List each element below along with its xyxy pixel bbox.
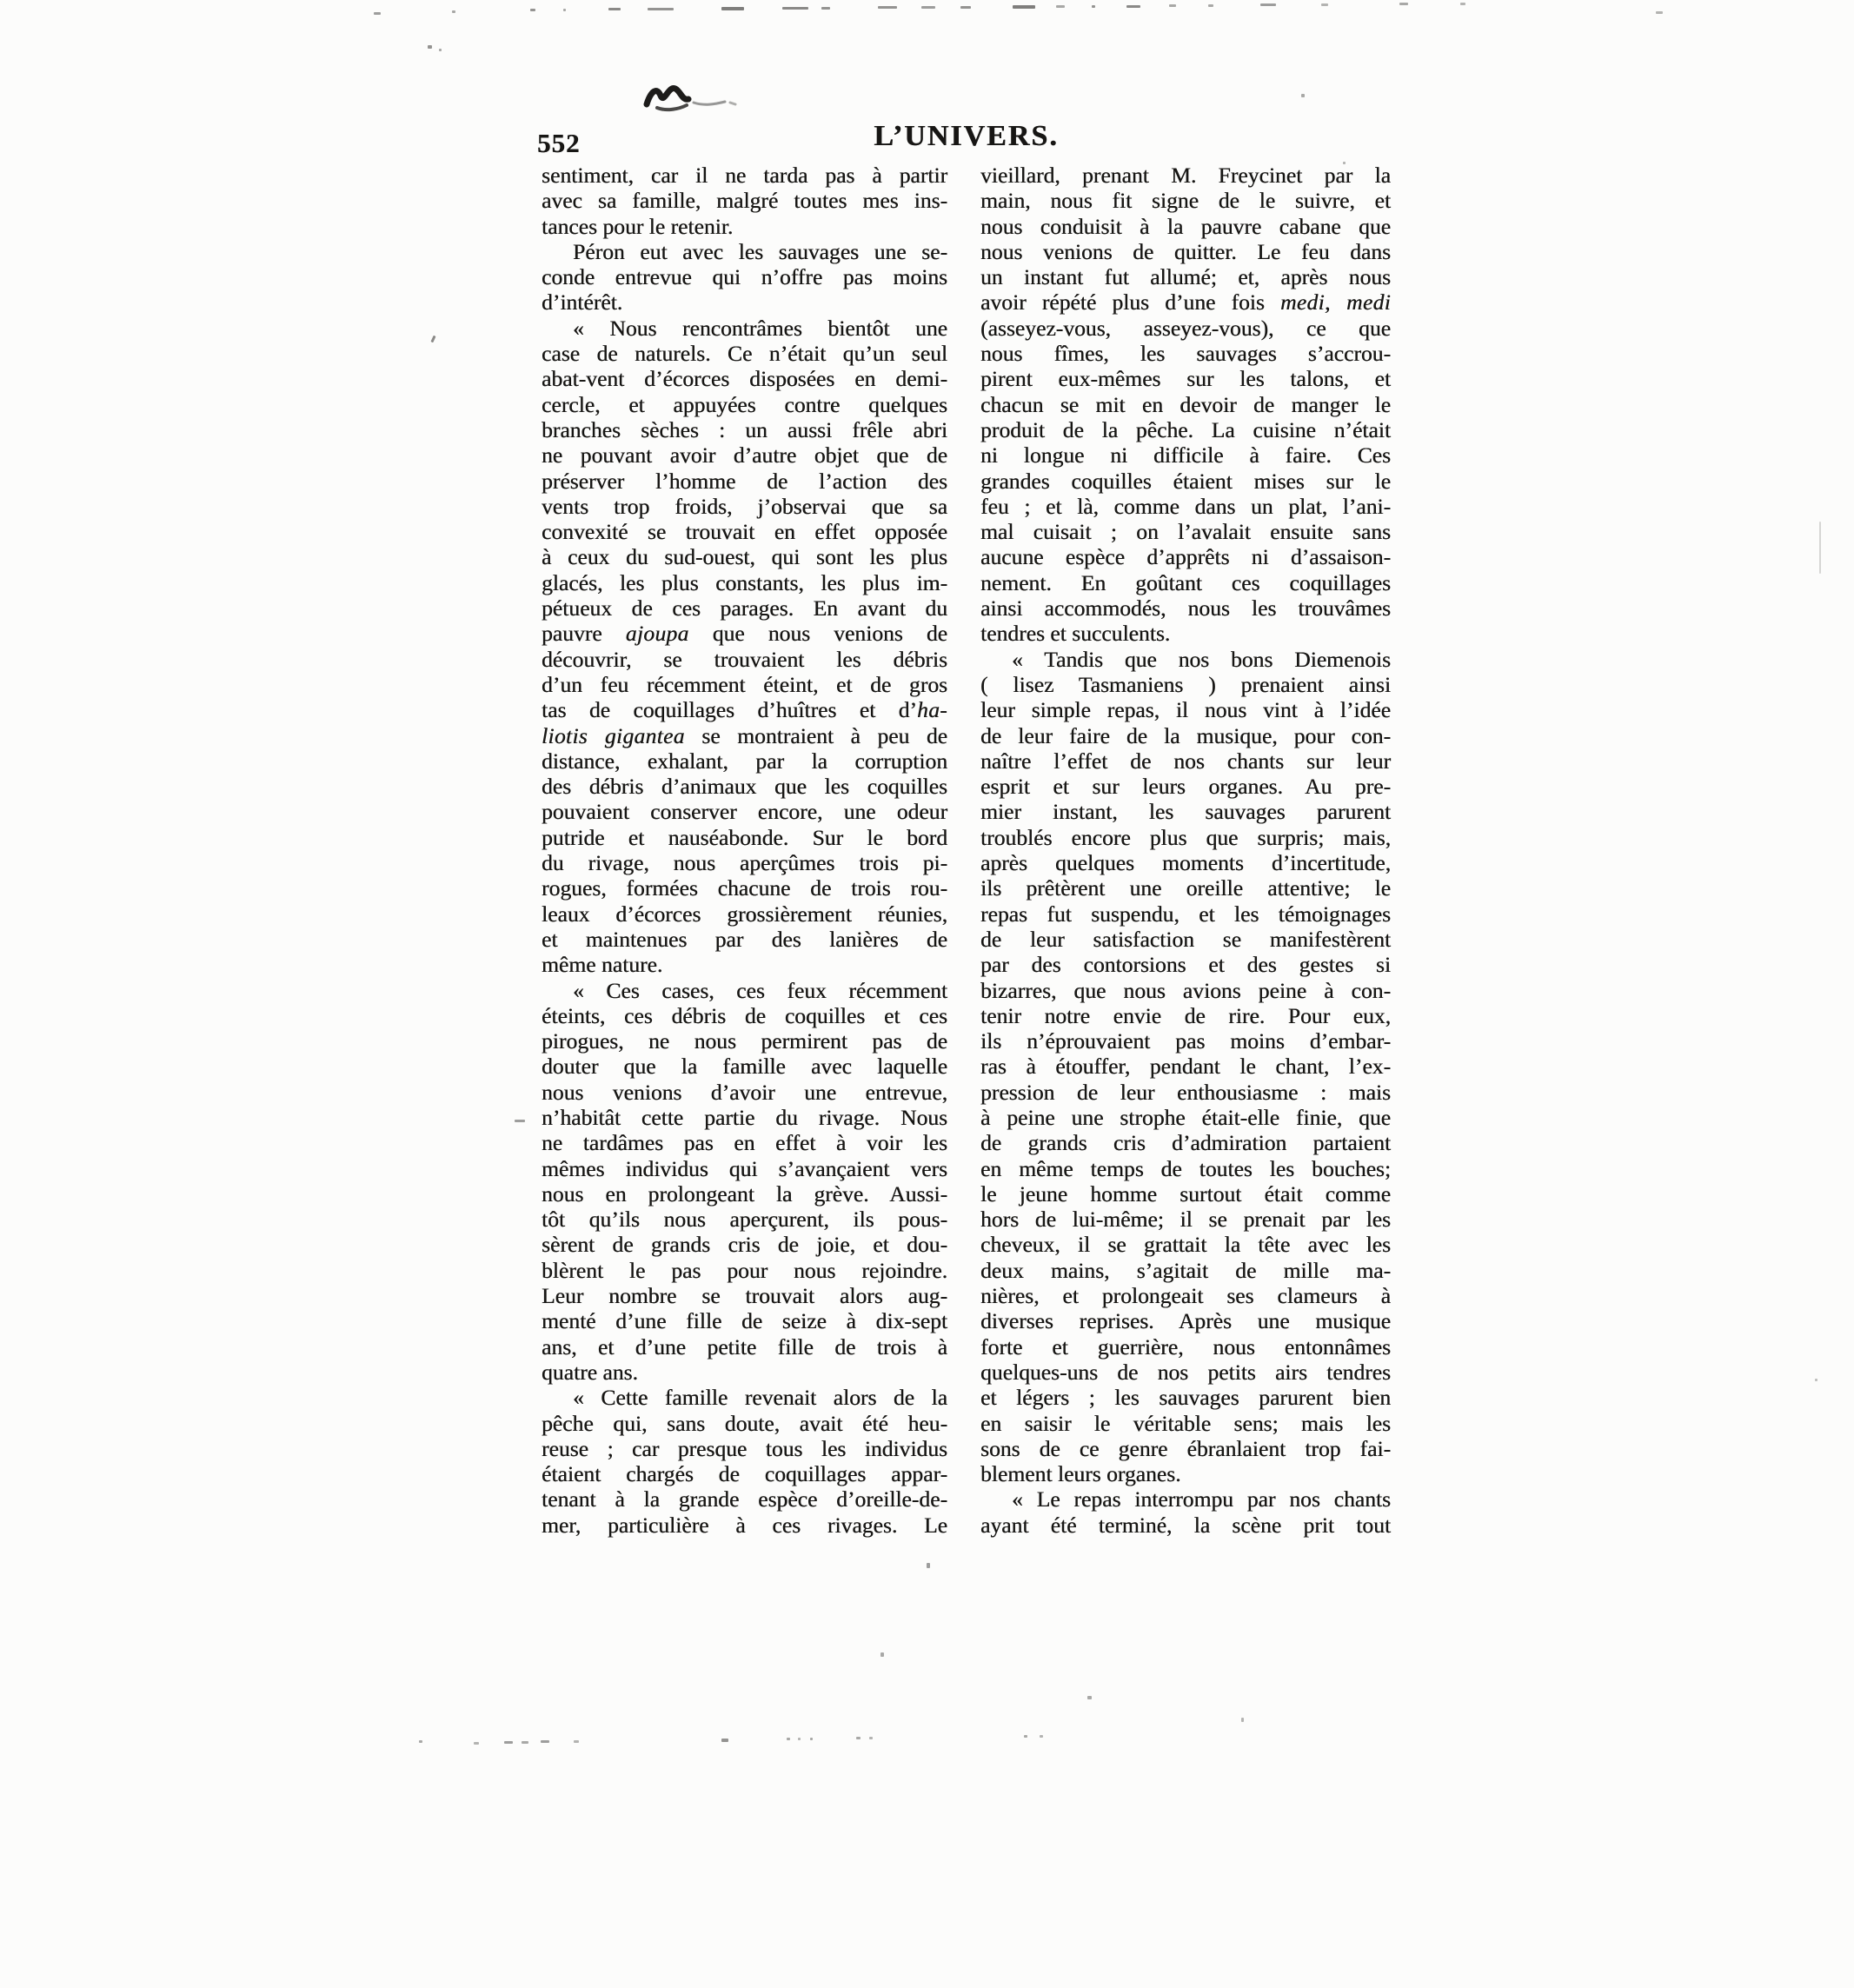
text-line: produit de la pêche. La cuisine n’était: [980, 416, 1391, 442]
right-column: [980, 163, 1391, 1538]
text-line: et légers ; les sauvages parurent bien: [980, 1385, 1391, 1411]
text-line: ( lisez Tasmaniens ) prenaient ainsi: [980, 671, 1391, 697]
text-line: à ceux du sud-ouest, qui sont les plus: [542, 544, 947, 570]
text-line: ras à étouffer, pendant le chant, l’ex-: [980, 1054, 1391, 1080]
text-line: hors de lui-même; il se prenait par les: [980, 1207, 1391, 1233]
text-line: naître l’effet de nos chants sur leur: [980, 748, 1391, 774]
text-line: ans, et d’une petite fille de trois à: [542, 1333, 947, 1360]
text-line: « Tandis que nos bons Diemenois: [1012, 646, 1391, 672]
text-line: étaient chargés de coquillages appar-: [542, 1461, 947, 1487]
text-line: pression de leur enthousiasme : mais: [980, 1079, 1391, 1105]
text-line: conde entrevue qui n’offre pas moins: [542, 264, 947, 290]
text-line: feu ; et là, comme dans un plat, l’ani-: [980, 493, 1391, 519]
text-line: pêche qui, sans doute, avait été heu-: [542, 1410, 947, 1436]
text-line: main, nous fit signe de le suivre, et: [980, 188, 1391, 214]
page-number: 552: [537, 128, 581, 158]
text-line: esprit et sur leurs organes. Au pre-: [980, 774, 1391, 800]
text-line: grandes coquilles étaient mises sur le: [980, 468, 1391, 494]
text-line: du rivage, nous aperçûmes trois pi-: [542, 850, 947, 876]
text-line: douter que la famille avec laquelle: [542, 1054, 947, 1080]
text-line: éteints, ces débris de coquilles et ces: [542, 1002, 947, 1028]
text-line: quatre ans.: [542, 1359, 638, 1385]
text-line: sons de ce genre ébranlaient trop fai-: [980, 1435, 1391, 1461]
text-line: case de naturels. Ce n’était qu’un seul: [542, 341, 947, 367]
text-line: abat-vent d’écorces disposées en demi-: [542, 366, 947, 392]
text-line: reuse ; car presque tous les individus: [542, 1435, 947, 1461]
text-line: avec sa famille, malgré toutes mes ins-: [542, 188, 947, 214]
text-line: branches sèches : un aussi frêle abri: [542, 416, 947, 442]
text-line: pétueux de ces parages. En avant du: [542, 595, 947, 622]
text-line: troublés encore plus que surpris; mais,: [980, 824, 1391, 850]
text-line: aucune espèce d’apprêts ni d’assaison-: [980, 544, 1391, 570]
text-line: ils prêtèrent une oreille attentive; le: [980, 875, 1391, 901]
header-title: L’UNIVERS.: [874, 120, 1059, 152]
text-line: diverses reprises. Après une musique: [980, 1308, 1391, 1334]
text-line: « Le repas interrompu par nos chants: [1012, 1486, 1391, 1513]
text-line: convexité se trouvait en effet opposée: [542, 519, 947, 545]
text-line: par des contorsions et des gestes si: [980, 952, 1391, 978]
text-line: cercle, et appuyées contre quelques: [542, 391, 947, 417]
text-line: rogues, formées chacune de trois rou-: [542, 875, 947, 901]
text-line: après quelques moments d’incertitude,: [980, 850, 1391, 876]
text-line: un instant fut allumé; et, après nous: [980, 264, 1391, 290]
text-line: à peine une strophe était-elle finie, que: [980, 1104, 1391, 1130]
text-line: mal cuisait ; on l’avalait ensuite sans: [980, 519, 1391, 545]
text-line: leaux d’écorces grossièrement réunies,: [542, 901, 947, 927]
text-line: en même temps de toutes les bouches;: [980, 1155, 1391, 1181]
text-line: bizarres, que nous avions peine à con-: [980, 977, 1391, 1003]
text-line: tas de coquillages d’huîtres et d’ha-: [542, 697, 947, 723]
text-line: pirogues, ne nous permirent pas de: [542, 1028, 947, 1054]
text-line: repas fut suspendu, et les témoignages: [980, 901, 1391, 927]
text-line: nous en prolongeant la grève. Aussi-: [542, 1180, 947, 1207]
text-line: tenant à la grande espèce d’oreille-de-: [542, 1486, 947, 1513]
left-column: [542, 163, 947, 1538]
text-line: menté d’une fille de seize à dix-sept: [542, 1308, 947, 1334]
text-line: deux mains, s’agitait de mille ma-: [980, 1257, 1391, 1283]
text-line: putride et nauséabonde. Sur le bord: [542, 824, 947, 850]
text-line: mier instant, les sauvages parurent: [980, 799, 1391, 825]
text-line: forte et guerrière, nous entonnâmes: [980, 1333, 1391, 1360]
text-line: (asseyez-vous, asseyez-vous), ce que: [980, 315, 1391, 341]
text-line: d’un feu récemment éteint, et de gros: [542, 671, 947, 697]
text-line: vents trop froids, j’observai que sa: [542, 493, 947, 519]
text-line: Péron eut avec les sauvages une se-: [573, 238, 947, 264]
text-line: nous conduisit à la pauvre cabane que: [980, 213, 1391, 239]
text-line: distance, exhalant, par la corruption: [542, 748, 947, 774]
text-line: nous venions de quitter. Le feu dans: [980, 238, 1391, 264]
text-line: nières, et prolongeait ses clameurs à: [980, 1283, 1391, 1309]
text-line: cheveux, il se grattait la tête avec les: [980, 1232, 1391, 1258]
text-line: pouvaient conserver encore, une odeur: [542, 799, 947, 825]
text-line: ni longue ni difficile à faire. Ces: [980, 442, 1391, 469]
text-line: pirent eux-mêmes sur les talons, et: [980, 366, 1391, 392]
text-line: vieillard, prenant M. Freycinet par la: [980, 163, 1391, 188]
text-line: préserver l’homme de l’action des: [542, 468, 947, 494]
text-line: de leur faire de la musique, pour con-: [980, 722, 1391, 748]
text-line: tenir notre envie de rire. Pour eux,: [980, 1002, 1391, 1028]
text-line: chacun se mit en devoir de manger le: [980, 391, 1391, 417]
text-line: n’habitât cette partie du rivage. Nous: [542, 1104, 947, 1130]
text-line: glacés, les plus constants, les plus im-: [542, 569, 947, 595]
text-line: mêmes individus qui s’avançaient vers: [542, 1155, 947, 1181]
text-line: ainsi accommodés, nous les trouvâmes: [980, 595, 1391, 622]
text-line: des débris d’animaux que les coquilles: [542, 774, 947, 800]
text-line: tôt qu’ils nous aperçurent, ils pous-: [542, 1207, 947, 1233]
text-line: blement leurs organes.: [980, 1461, 1181, 1487]
text-line: blèrent le pas pour nous rejoindre.: [542, 1257, 947, 1283]
text-line: en saisir le véritable sens; mais les: [980, 1410, 1391, 1436]
text-line: liotis gigantea se montraient à peu de: [542, 722, 947, 748]
text-line: le jeune homme surtout était comme: [980, 1180, 1391, 1207]
text-line: ils n’éprouvaient pas moins d’embar-: [980, 1028, 1391, 1054]
text-line: « Ces cases, ces feux récemment: [573, 977, 947, 1003]
text-line: sentiment, car il ne tarda pas à partir: [542, 163, 947, 188]
text-line: d’intérêt.: [542, 289, 623, 316]
ink-smudge: [640, 76, 753, 116]
text-line: de grands cris d’admiration partaient: [980, 1130, 1391, 1156]
text-line: même nature.: [542, 952, 663, 978]
text-line: tances pour le retenir.: [542, 213, 734, 239]
text-line: ne pouvant avoir d’autre objet que de: [542, 442, 947, 469]
text-line: « Cette famille revenait alors de la: [573, 1385, 947, 1411]
text-line: et maintenues par des lanières de: [542, 926, 947, 952]
text-line: nement. En goûtant ces coquillages: [980, 569, 1391, 595]
text-line: découvrir, se trouvaient les débris: [542, 646, 947, 672]
text-line: avoir répété plus d’une fois medi, medi: [980, 289, 1391, 316]
text-line: leur simple repas, il nous vint à l’idée: [980, 697, 1391, 723]
text-line: ayant été terminé, la scène prit tout: [980, 1512, 1391, 1538]
text-line: « Nous rencontrâmes bientôt une: [573, 315, 947, 341]
text-line: nous venions d’avoir une entrevue,: [542, 1079, 947, 1105]
text-line: de leur satisfaction se manifestèrent: [980, 926, 1391, 952]
text-line: nous fîmes, les sauvages s’accrou-: [980, 341, 1391, 367]
text-line: ne tardâmes pas en effet à voir les: [542, 1130, 947, 1156]
text-line: mer, particulière à ces rivages. Le: [542, 1512, 947, 1538]
text-line: sèrent de grands cris de joie, et dou-: [542, 1232, 947, 1258]
text-line: tendres et succulents.: [980, 621, 1171, 647]
text-line: quelques-uns de nos petits airs tendres: [980, 1359, 1391, 1385]
text-line: Leur nombre se trouvait alors aug-: [542, 1283, 947, 1309]
text-line: pauvre ajoupa que nous venions de: [542, 621, 947, 647]
